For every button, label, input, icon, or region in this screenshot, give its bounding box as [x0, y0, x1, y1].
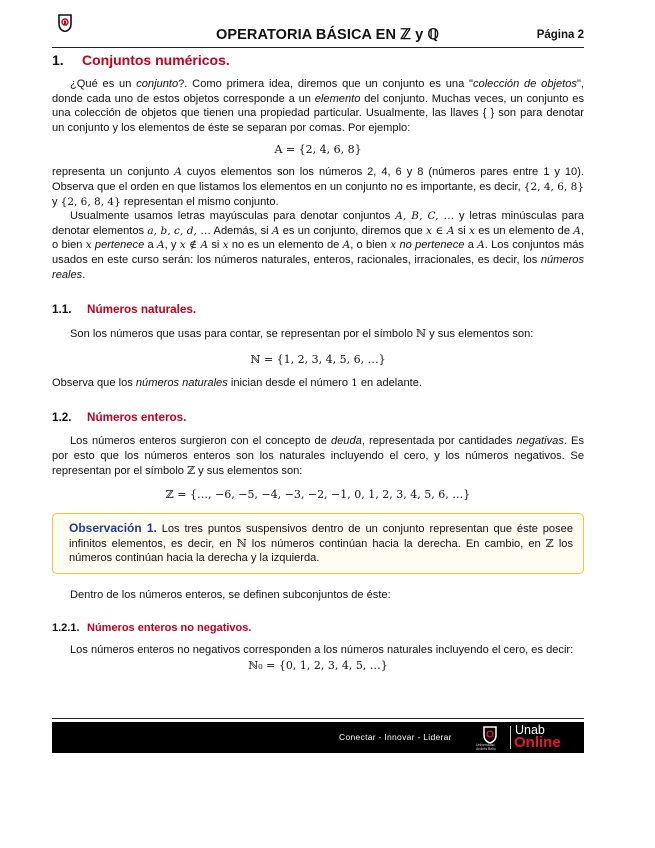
footer-divider — [52, 718, 584, 719]
footer-separator — [510, 726, 511, 749]
paragraph-conjunto-definition: ¿Qué es un conjunto?. Como primera idea, diremos que un conjunto es una "colección de objetos", donde cada uno de estos objetos corresponde a un elemento del conjunto. Muchas veces, un conjunto es una colección de objetos que tienen una propiedad particular. Usualmente, las llaves { } son para denotar un conjunto y los elementos de éste se separan por comas. Por ejemplo: — [52, 78, 585, 134]
paragraph-set-order: representa un conjunto A cuyos elementos son los números 2, 4, 6 y 8 (números pares entre 1 y 10). Observa que el orden en que listamos los elementos en un conjunto no es importante, es decir, {2, 4, 6, 8} y {2, 6, 8, 4} representan el mismo conjunto. — [52, 166, 584, 208]
equation-naturales: ℕ = {1, 2, 3, 4, 5, 6, …} — [250, 352, 386, 366]
subsection-title: Números enteros. — [87, 411, 187, 425]
paragraph-enteros: Los números enteros surgieron con el concepto de deuda, representada por cantidades negativas. Es por esto que los números enteros son los naturales incluyendo el cero, y los números negativos. Se representan por el símbolo ℤ y sus elementos son: — [52, 435, 585, 477]
subsubsection-title: Números enteros no negativos. — [87, 622, 252, 635]
subsection-title: Números naturales. — [87, 303, 197, 317]
subsection-number: 1.1. — [52, 303, 72, 317]
main-content — [52, 52, 584, 672]
subsection-heading-1-2 — [52, 411, 584, 424]
subsubsection-number: 1.2.1. — [52, 622, 80, 635]
paragraph-naturales: Son los números que usas para contar, se representan por el símbolo ℕ y sus elementos son: — [70, 327, 534, 341]
document-title: OPERATORIA BÁSICA EN ℤ y ℚ — [215, 27, 439, 43]
paragraph-subconjuntos: Dentro de los números enteros, se definen subconjuntos de éste: — [70, 588, 391, 601]
observation-title: Observación 1. — [69, 521, 157, 536]
paragraph-no-negativos: Los números enteros no negativos corresponden a los números naturales incluyendo el cero, es decir: — [70, 644, 574, 657]
equation-set-a: A = {2, 4, 6, 8} — [274, 143, 362, 157]
footer-logo-caption: Universidad Andrés Bello — [476, 743, 496, 751]
footer-brand-top: Unab — [515, 723, 545, 737]
paragraph-naturales-note: Observa que los números naturales inician desde el número 1 en adelante. — [52, 376, 422, 389]
equation-no-negativos: ℕ₀ = {0, 1, 2, 3, 4, 5, …} — [248, 659, 388, 673]
page-number: Página 2 — [536, 29, 584, 41]
section-title: Conjuntos numéricos. — [82, 52, 230, 68]
footer-brand-bottom: Online — [514, 734, 561, 751]
subsection-number: 1.2. — [52, 411, 72, 425]
section-heading-1 — [52, 52, 584, 68]
equation-enteros: ℤ = {…, −6, −5, −4, −3, −2, −1, 0, 1, 2, 3, 4, 5, 6, …} — [165, 488, 471, 502]
header-divider — [52, 47, 584, 48]
footer-slogan: Conectar - Innovar - Liderar — [339, 732, 452, 742]
subsection-heading-1-1 — [52, 303, 584, 316]
paragraph-notation: Usualmente usamos letras mayúsculas para denotar conjuntos A, B, C, … y letras minúsculas para denotar elementos a, b, c, d, … Además, si A es un conjunto, diremos que x ∈ A si x es un elemento de A, o bien x pertenece a A, y x ∉ A si x no es un elemento de A, o bien x no pertenece a A. Los conjuntos más usados en este curso serán: los números naturales, enteros, racionales, irracionales, es decir, los números reales. — [52, 210, 585, 281]
subsubsection-heading-1-2-1 — [52, 622, 584, 634]
observation-box: Observación 1. Los tres puntos suspensivos dentro de un conjunto representan que éste posee infinitos elementos, es decir, en ℕ los números continúan hacia la derecha. En cambio, en ℤ los números continúan hacia la derecha y la izquierda. — [52, 513, 584, 574]
section-number: 1. — [52, 52, 64, 68]
footer-bar — [52, 722, 584, 753]
